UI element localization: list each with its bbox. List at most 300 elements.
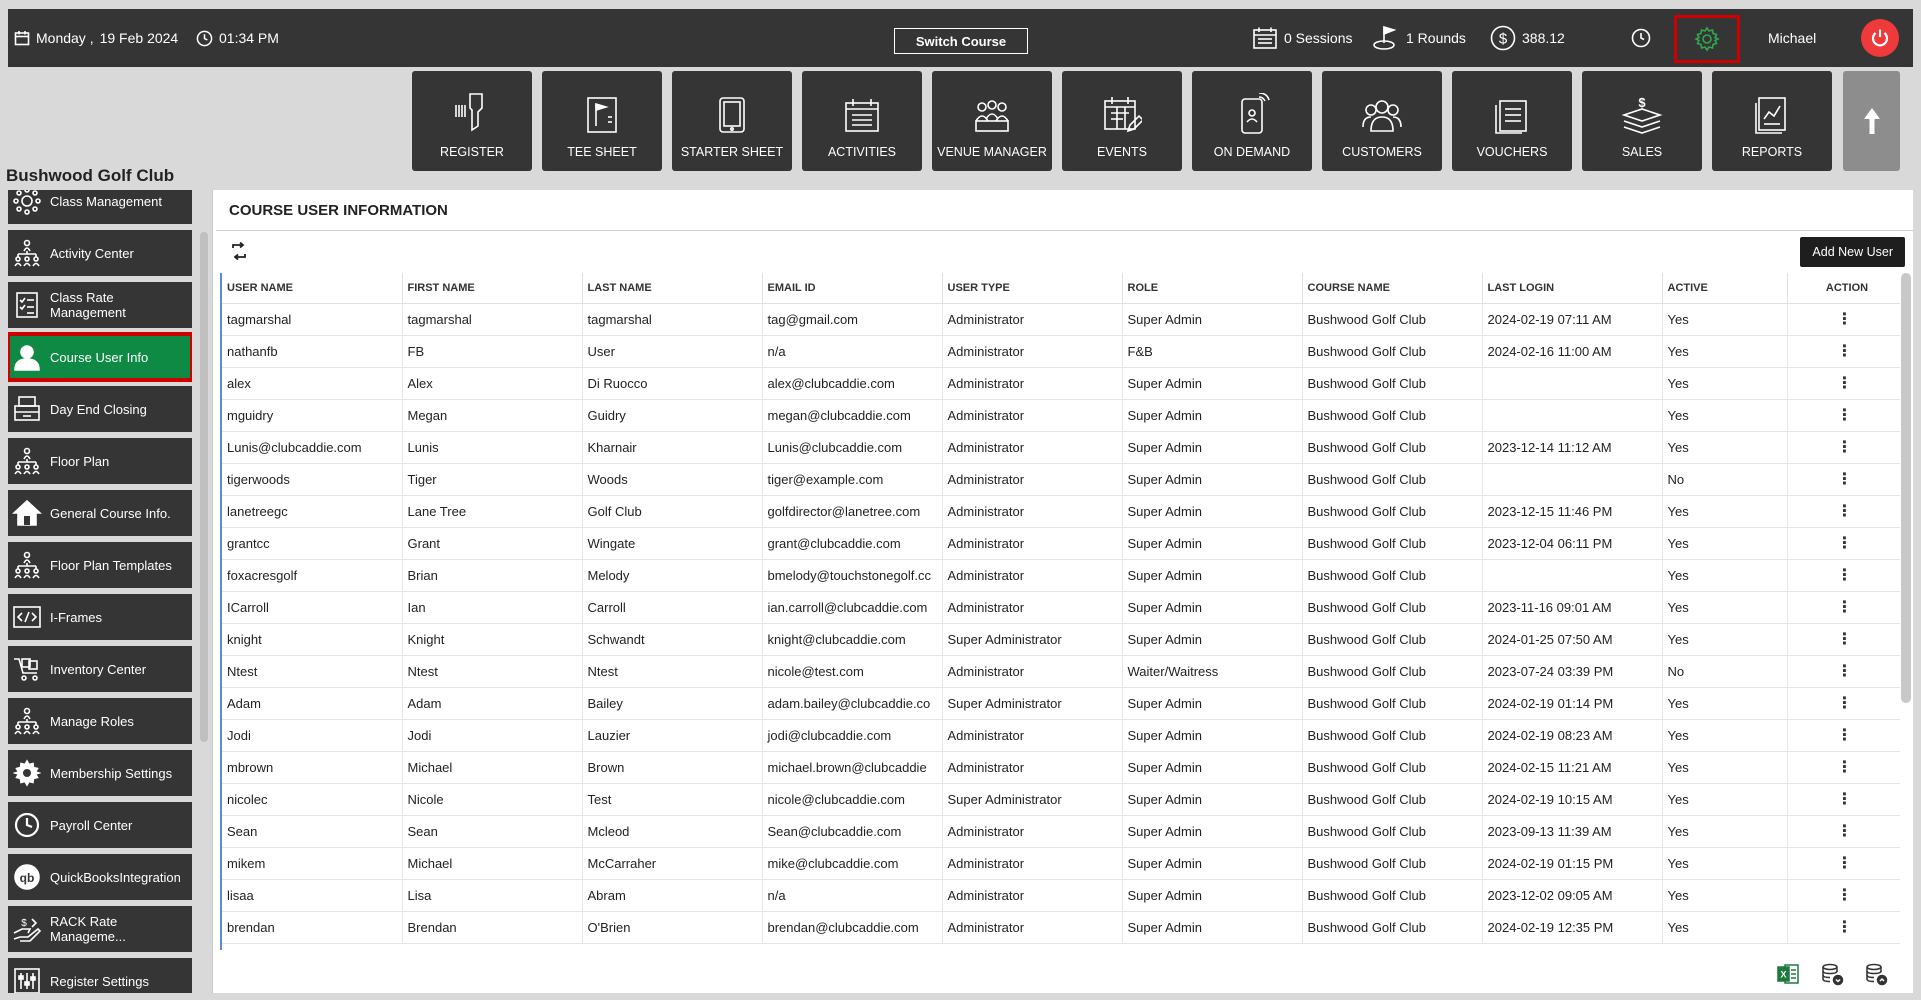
- cell-email: tag@gmail.com: [762, 303, 942, 335]
- user-name[interactable]: Michael: [1768, 30, 1817, 46]
- nav-label: REGISTER: [440, 145, 504, 159]
- cell-first-name: Megan: [402, 399, 582, 431]
- table-row[interactable]: [222, 559, 1900, 591]
- cell-last-name: Abram: [582, 879, 762, 911]
- refresh-icon: [230, 242, 248, 260]
- cell-course-name: Bushwood Golf Club: [1302, 303, 1482, 335]
- table-row[interactable]: [222, 655, 1900, 687]
- settings-sliders-icon: [12, 966, 42, 993]
- sidebar-item-rack-rate-management[interactable]: [8, 906, 192, 952]
- cell-user-type: Administrator: [942, 719, 1122, 751]
- column-header-user-name[interactable]: USER NAME: [222, 273, 402, 303]
- cell-course-name: Bushwood Golf Club: [1302, 815, 1482, 847]
- row-action-menu-button[interactable]: ⋮: [1787, 751, 1900, 783]
- top-bar: [8, 9, 1913, 67]
- svg-text:$: $: [21, 918, 27, 929]
- org-chart-icon: [12, 706, 42, 736]
- row-action-menu-button[interactable]: ⋮: [1787, 399, 1900, 431]
- table-row[interactable]: [222, 719, 1900, 751]
- nav-reports[interactable]: [1712, 71, 1832, 171]
- row-action-menu-button[interactable]: ⋮: [1787, 527, 1900, 559]
- rounds-count: 1 Rounds: [1406, 30, 1466, 46]
- cell-user-type: Administrator: [942, 367, 1122, 399]
- row-action-menu-button[interactable]: ⋮: [1787, 495, 1900, 527]
- cell-course-name: Bushwood Golf Club: [1302, 431, 1482, 463]
- cell-course-name: Bushwood Golf Club: [1302, 559, 1482, 591]
- cell-user-type: Administrator: [942, 335, 1122, 367]
- cell-last-login: 2024-02-19 07:11 AM: [1482, 303, 1662, 335]
- row-action-menu-button[interactable]: ⋮: [1787, 559, 1900, 591]
- cell-last-login: 2024-02-19 01:14 PM: [1482, 687, 1662, 719]
- cell-last-login: 2024-02-19 01:15 PM: [1482, 847, 1662, 879]
- cell-user-type: Administrator: [942, 559, 1122, 591]
- cell-user-type: Administrator: [942, 815, 1122, 847]
- cell-first-name: Knight: [402, 623, 582, 655]
- sidebar-item-label: Class Management: [50, 193, 162, 209]
- time-display: [196, 30, 279, 47]
- rate-list-icon: [12, 290, 42, 320]
- cell-email: mike@clubcaddie.com: [762, 847, 942, 879]
- cell-course-name: Bushwood Golf Club: [1302, 687, 1482, 719]
- cell-active: Yes: [1662, 815, 1787, 847]
- calendar-edit-icon: [1102, 95, 1142, 135]
- sidebar-item-class-management[interactable]: [8, 190, 192, 224]
- nav-vouchers[interactable]: [1452, 71, 1572, 171]
- cell-user-type: Administrator: [942, 847, 1122, 879]
- nav-label: ACTIVITIES: [827, 145, 897, 159]
- sessions-count: 0 Sessions: [1284, 30, 1353, 46]
- sidebar-item-label: RACK Rate Manageme...: [50, 914, 126, 944]
- quickbooks-icon: [12, 862, 42, 892]
- cell-role: Super Admin: [1122, 847, 1302, 879]
- cell-first-name: Grant: [402, 527, 582, 559]
- cell-email: Lunis@clubcaddie.com: [762, 431, 942, 463]
- sidebar-item-floor-plan[interactable]: [8, 438, 192, 484]
- table-row[interactable]: [222, 879, 1900, 911]
- table-row[interactable]: [222, 303, 1900, 335]
- table-row[interactable]: [222, 623, 1900, 655]
- cell-first-name: Nicole: [402, 783, 582, 815]
- page-title: COURSE USER INFORMATION: [229, 202, 448, 219]
- report-icon: [1753, 95, 1791, 135]
- cell-last-name: Golf Club: [582, 495, 762, 527]
- row-action-menu-button[interactable]: ⋮: [1787, 719, 1900, 751]
- table-row[interactable]: [222, 815, 1900, 847]
- history-button[interactable]: [1631, 28, 1651, 48]
- cell-course-name: Bushwood Golf Club: [1302, 879, 1482, 911]
- nav-starter-sheet[interactable]: [672, 71, 792, 171]
- switch-course-button[interactable]: Switch Course: [894, 28, 1028, 54]
- table-row[interactable]: [222, 687, 1900, 719]
- rounds-indicator[interactable]: [1372, 25, 1466, 51]
- cell-last-name: Bailey: [582, 687, 762, 719]
- sidebar-item-label: Payroll Center: [50, 817, 133, 833]
- cell-user-name: tigerwoods: [222, 463, 402, 495]
- cell-user-type: Administrator: [942, 463, 1122, 495]
- table-row[interactable]: [222, 527, 1900, 559]
- cell-role: Super Admin: [1122, 463, 1302, 495]
- cell-course-name: Bushwood Golf Club: [1302, 495, 1482, 527]
- user-table-container: [220, 273, 1900, 950]
- sidebar-item-label: Floor Plan Templates: [50, 557, 172, 573]
- sidebar-scrollbar[interactable]: [200, 232, 208, 742]
- cell-user-type: Administrator: [942, 591, 1122, 623]
- day-label: Monday ,: [36, 30, 94, 46]
- nav-tee-sheet[interactable]: [542, 71, 662, 171]
- cell-email: megan@clubcaddie.com: [762, 399, 942, 431]
- cell-user-type: Super Administrator: [942, 783, 1122, 815]
- table-row[interactable]: [222, 463, 1900, 495]
- dollar-icon: [1490, 25, 1516, 51]
- row-action-menu-button[interactable]: ⋮: [1787, 431, 1900, 463]
- sidebar-item-register-settings[interactable]: [8, 958, 192, 993]
- cell-first-name: Brian: [402, 559, 582, 591]
- cell-last-login: 2024-02-19 08:23 AM: [1482, 719, 1662, 751]
- mobile-icon: [1234, 93, 1270, 135]
- arrow-up-icon: [1862, 106, 1882, 136]
- cell-last-name: Ntest: [582, 655, 762, 687]
- nav-register[interactable]: [412, 71, 532, 171]
- cell-course-name: Bushwood Golf Club: [1302, 623, 1482, 655]
- cell-last-name: O'Brien: [582, 911, 762, 943]
- sidebar-item-manage-roles[interactable]: [8, 698, 192, 744]
- cell-user-name: alex: [222, 367, 402, 399]
- cell-role: Super Admin: [1122, 879, 1302, 911]
- cell-course-name: Bushwood Golf Club: [1302, 911, 1482, 943]
- calendar-icon: [14, 30, 30, 46]
- cell-user-type: Administrator: [942, 495, 1122, 527]
- cell-user-name: Adam: [222, 687, 402, 719]
- cell-email: brendan@clubcaddie.com: [762, 911, 942, 943]
- voucher-icon: [1493, 97, 1531, 135]
- cell-last-login: 2023-09-13 11:39 AM: [1482, 815, 1662, 847]
- cell-user-name: Lunis@clubcaddie.com: [222, 431, 402, 463]
- cell-user-name: ICarroll: [222, 591, 402, 623]
- cell-last-login: 2024-02-19 12:35 PM: [1482, 911, 1662, 943]
- column-header-last-login[interactable]: LAST LOGIN: [1482, 273, 1662, 303]
- cell-user-name: Sean: [222, 815, 402, 847]
- sidebar-item-label: Manage Roles: [50, 713, 134, 729]
- column-header-user-type[interactable]: USER TYPE: [942, 273, 1122, 303]
- nav-events[interactable]: [1062, 71, 1182, 171]
- org-chart-icon: [12, 238, 42, 268]
- sidebar-item-i-frames[interactable]: [8, 594, 192, 640]
- row-action-menu-button[interactable]: ⋮: [1787, 815, 1900, 847]
- cell-last-name: Carroll: [582, 591, 762, 623]
- sidebar-item-day-end-closing[interactable]: [8, 386, 192, 432]
- cell-first-name: Lane Tree: [402, 495, 582, 527]
- cell-first-name: Adam: [402, 687, 582, 719]
- nav-label: SALES: [1621, 145, 1663, 159]
- row-action-menu-button[interactable]: ⋮: [1787, 463, 1900, 495]
- cell-user-name: mbrown: [222, 751, 402, 783]
- row-action-menu-button[interactable]: ⋮: [1787, 783, 1900, 815]
- cell-user-type: Administrator: [942, 911, 1122, 943]
- cell-last-name: Test: [582, 783, 762, 815]
- cell-last-login: [1482, 463, 1662, 495]
- row-action-menu-button[interactable]: ⋮: [1787, 879, 1900, 911]
- cell-user-name: nathanfb: [222, 335, 402, 367]
- column-header-email-id[interactable]: EMAIL ID: [762, 273, 942, 303]
- row-action-menu-button[interactable]: ⋮: [1787, 623, 1900, 655]
- date-display: [14, 30, 178, 46]
- cell-role: F&B: [1122, 335, 1302, 367]
- clock-icon: [12, 810, 42, 840]
- column-header-last-name[interactable]: LAST NAME: [582, 273, 762, 303]
- table-scrollbar[interactable]: [1901, 273, 1911, 703]
- cell-course-name: Bushwood Golf Club: [1302, 847, 1482, 879]
- nav-venue-manager[interactable]: [932, 71, 1052, 171]
- cell-user-type: Super Administrator: [942, 623, 1122, 655]
- cell-role: Super Admin: [1122, 719, 1302, 751]
- sidebar-item-quickbooks-integration[interactable]: [8, 854, 192, 900]
- column-header-active[interactable]: ACTIVE: [1662, 273, 1787, 303]
- cell-last-name: Wingate: [582, 527, 762, 559]
- sidebar-item-label: Course User Info: [50, 349, 149, 365]
- add-new-user-button[interactable]: Add New User: [1800, 237, 1905, 267]
- table-row[interactable]: [222, 911, 1900, 943]
- title-divider: [216, 230, 1913, 231]
- database-download-button[interactable]: [1820, 962, 1844, 991]
- sidebar-item-floor-plan-templates[interactable]: [8, 542, 192, 588]
- column-header-action: ACTION: [1787, 273, 1900, 303]
- org-chart-icon: [12, 446, 42, 476]
- cell-role: Super Admin: [1122, 687, 1302, 719]
- cell-last-name: Schwandt: [582, 623, 762, 655]
- cell-email: michael.brown@clubcaddie: [762, 751, 942, 783]
- cell-role: Super Admin: [1122, 623, 1302, 655]
- cell-last-login: 2023-12-14 11:12 AM: [1482, 431, 1662, 463]
- column-header-course-name[interactable]: COURSE NAME: [1302, 273, 1482, 303]
- table-row[interactable]: [222, 335, 1900, 367]
- cell-user-type: Administrator: [942, 527, 1122, 559]
- column-header-first-name[interactable]: FIRST NAME: [402, 273, 582, 303]
- cell-first-name: Sean: [402, 815, 582, 847]
- sidebar-item-label: QuickBooksIntegration: [50, 869, 181, 885]
- cell-first-name: FB: [402, 335, 582, 367]
- cell-user-name: foxacresgolf: [222, 559, 402, 591]
- cell-last-name: Woods: [582, 463, 762, 495]
- balance-indicator[interactable]: [1490, 25, 1565, 51]
- cell-user-name: Ntest: [222, 655, 402, 687]
- power-icon: [1869, 27, 1891, 49]
- cell-email: alex@clubcaddie.com: [762, 367, 942, 399]
- nav-label: ON DEMAND: [1213, 145, 1291, 159]
- sidebar-item-label: I-Frames: [50, 609, 102, 625]
- row-action-menu-button[interactable]: ⋮: [1787, 655, 1900, 687]
- cell-email: nicole@clubcaddie.com: [762, 783, 942, 815]
- table-body: [222, 303, 1900, 943]
- cell-email: n/a: [762, 879, 942, 911]
- sidebar: [8, 190, 192, 993]
- cell-active: Yes: [1662, 751, 1787, 783]
- table-row[interactable]: [222, 783, 1900, 815]
- tablet-icon: [716, 95, 748, 135]
- club-name: Bushwood Golf Club: [6, 166, 175, 185]
- cell-email: ian.carroll@clubcaddie.com: [762, 591, 942, 623]
- table-row[interactable]: [222, 431, 1900, 463]
- cell-last-login: 2024-01-25 07:50 AM: [1482, 623, 1662, 655]
- cell-user-type: Administrator: [942, 879, 1122, 911]
- gear-icon: [12, 758, 42, 788]
- sidebar-item-activity-center[interactable]: [8, 230, 192, 276]
- home-icon: [12, 498, 42, 528]
- row-action-menu-button[interactable]: ⋮: [1787, 367, 1900, 399]
- clock-icon: [196, 30, 213, 47]
- sidebar-item-inventory-center[interactable]: [8, 646, 192, 692]
- table-row[interactable]: [222, 495, 1900, 527]
- cell-last-name: Lauzier: [582, 719, 762, 751]
- table-row[interactable]: [222, 399, 1900, 431]
- cell-role: Super Admin: [1122, 783, 1302, 815]
- row-action-menu-button[interactable]: ⋮: [1787, 687, 1900, 719]
- cell-last-login: 2024-02-15 11:21 AM: [1482, 751, 1662, 783]
- cell-first-name: Jodi: [402, 719, 582, 751]
- database-download-icon: [1820, 962, 1844, 986]
- gear-icon: [1694, 26, 1720, 52]
- cell-email: n/a: [762, 335, 942, 367]
- cell-email: golfdirector@lanetree.com: [762, 495, 942, 527]
- cell-active: Yes: [1662, 623, 1787, 655]
- cell-active: Yes: [1662, 399, 1787, 431]
- logout-button[interactable]: [1861, 19, 1899, 57]
- cell-active: Yes: [1662, 335, 1787, 367]
- row-action-menu-button[interactable]: ⋮: [1787, 847, 1900, 879]
- class-management-icon: [12, 190, 42, 216]
- nav-sales[interactable]: [1582, 71, 1702, 171]
- scroll-up-button[interactable]: [1843, 71, 1900, 171]
- table-row[interactable]: [222, 847, 1900, 879]
- cell-last-login: 2023-12-02 09:05 AM: [1482, 879, 1662, 911]
- cell-role: Super Admin: [1122, 911, 1302, 943]
- cell-active: Yes: [1662, 303, 1787, 335]
- cell-last-login: 2023-07-24 03:39 PM: [1482, 655, 1662, 687]
- cell-last-name: Guidry: [582, 399, 762, 431]
- database-upload-button[interactable]: [1864, 962, 1888, 991]
- main-panel: [216, 190, 1913, 993]
- cell-last-name: Melody: [582, 559, 762, 591]
- cell-course-name: Bushwood Golf Club: [1302, 751, 1482, 783]
- cell-active: Yes: [1662, 911, 1787, 943]
- users-icon: [1361, 97, 1403, 135]
- refresh-button[interactable]: [230, 242, 248, 265]
- nav-activities[interactable]: [802, 71, 922, 171]
- settings-button[interactable]: [1674, 15, 1740, 63]
- cell-role: Super Admin: [1122, 527, 1302, 559]
- cell-user-type: Administrator: [942, 751, 1122, 783]
- sidebar-item-membership-settings[interactable]: [8, 750, 192, 796]
- column-header-role[interactable]: ROLE: [1122, 273, 1302, 303]
- sidebar-item-label: Membership Settings: [50, 765, 173, 781]
- sidebar-item-general-course-info[interactable]: [8, 490, 192, 536]
- row-action-menu-button[interactable]: ⋮: [1787, 335, 1900, 367]
- cell-user-name: brendan: [222, 911, 402, 943]
- cell-active: Yes: [1662, 367, 1787, 399]
- cell-user-name: nicolec: [222, 783, 402, 815]
- cell-last-name: Di Ruocco: [582, 367, 762, 399]
- cell-user-name: mguidry: [222, 399, 402, 431]
- excel-export-button[interactable]: [1776, 962, 1800, 991]
- nav-on-demand[interactable]: [1192, 71, 1312, 171]
- cell-email: grant@clubcaddie.com: [762, 527, 942, 559]
- sidebar-item-course-user-info[interactable]: [8, 334, 192, 380]
- cell-user-name: grantcc: [222, 527, 402, 559]
- row-action-menu-button[interactable]: ⋮: [1787, 911, 1900, 943]
- balance-amount: 388.12: [1522, 30, 1565, 46]
- cell-user-name: Jodi: [222, 719, 402, 751]
- export-toolbar: [1776, 962, 1888, 991]
- org-chart-icon: [12, 550, 42, 580]
- cell-active: Yes: [1662, 527, 1787, 559]
- cell-role: Super Admin: [1122, 815, 1302, 847]
- cell-email: tiger@example.com: [762, 463, 942, 495]
- cell-user-name: tagmarshal: [222, 303, 402, 335]
- cell-last-name: McCarraher: [582, 847, 762, 879]
- cell-role: Super Admin: [1122, 751, 1302, 783]
- sidebar-item-label: Day End Closing: [50, 401, 147, 417]
- database-upload-icon: [1864, 962, 1888, 986]
- excel-icon: [1776, 962, 1800, 986]
- cell-first-name: Brendan: [402, 911, 582, 943]
- table-row[interactable]: [222, 367, 1900, 399]
- cell-course-name: Bushwood Golf Club: [1302, 367, 1482, 399]
- cell-role: Super Admin: [1122, 399, 1302, 431]
- sessions-calendar-icon: [1252, 26, 1278, 50]
- table-row[interactable]: [222, 751, 1900, 783]
- cell-course-name: Bushwood Golf Club: [1302, 463, 1482, 495]
- history-clock-icon: [1631, 28, 1651, 48]
- nav-label: TEE SHEET: [567, 145, 637, 159]
- cell-course-name: Bushwood Golf Club: [1302, 655, 1482, 687]
- cell-first-name: Michael: [402, 751, 582, 783]
- sidebar-item-payroll-center[interactable]: [8, 802, 192, 848]
- cell-last-name: Kharnair: [582, 431, 762, 463]
- cell-first-name: Ntest: [402, 655, 582, 687]
- nav-customers[interactable]: [1322, 71, 1442, 171]
- cell-active: Yes: [1662, 879, 1787, 911]
- cell-course-name: Bushwood Golf Club: [1302, 335, 1482, 367]
- cell-active: Yes: [1662, 847, 1787, 879]
- cell-last-name: User: [582, 335, 762, 367]
- golf-flag-icon: [1372, 25, 1400, 51]
- time-label: 01:34 PM: [219, 30, 279, 46]
- cell-email: bmelody@touchstonegolf.cc: [762, 559, 942, 591]
- row-action-menu-button[interactable]: ⋮: [1787, 303, 1900, 335]
- user-table: [222, 273, 1900, 944]
- row-action-menu-button[interactable]: ⋮: [1787, 591, 1900, 623]
- tee-sheet-icon: [584, 95, 620, 135]
- nav-label: VOUCHERS: [1476, 145, 1548, 159]
- cell-email: jodi@clubcaddie.com: [762, 719, 942, 751]
- svg-text:$: $: [1638, 95, 1646, 110]
- sidebar-item-class-rate-management[interactable]: [8, 282, 192, 328]
- sidebar-item-label: Class Rate Management: [50, 290, 126, 320]
- register-closing-icon: [12, 394, 42, 424]
- cell-active: Yes: [1662, 495, 1787, 527]
- cell-email: nicole@test.com: [762, 655, 942, 687]
- sessions-indicator[interactable]: [1252, 26, 1352, 50]
- table-row[interactable]: [222, 591, 1900, 623]
- nav-label: VENUE MANAGER: [937, 145, 1047, 159]
- cell-first-name: Michael: [402, 847, 582, 879]
- cell-first-name: Alex: [402, 367, 582, 399]
- cell-role: Super Admin: [1122, 303, 1302, 335]
- cell-active: Yes: [1662, 783, 1787, 815]
- barcode-scanner-icon: [452, 91, 492, 135]
- cell-user-type: Administrator: [942, 399, 1122, 431]
- cell-active: No: [1662, 463, 1787, 495]
- cell-role: Super Admin: [1122, 495, 1302, 527]
